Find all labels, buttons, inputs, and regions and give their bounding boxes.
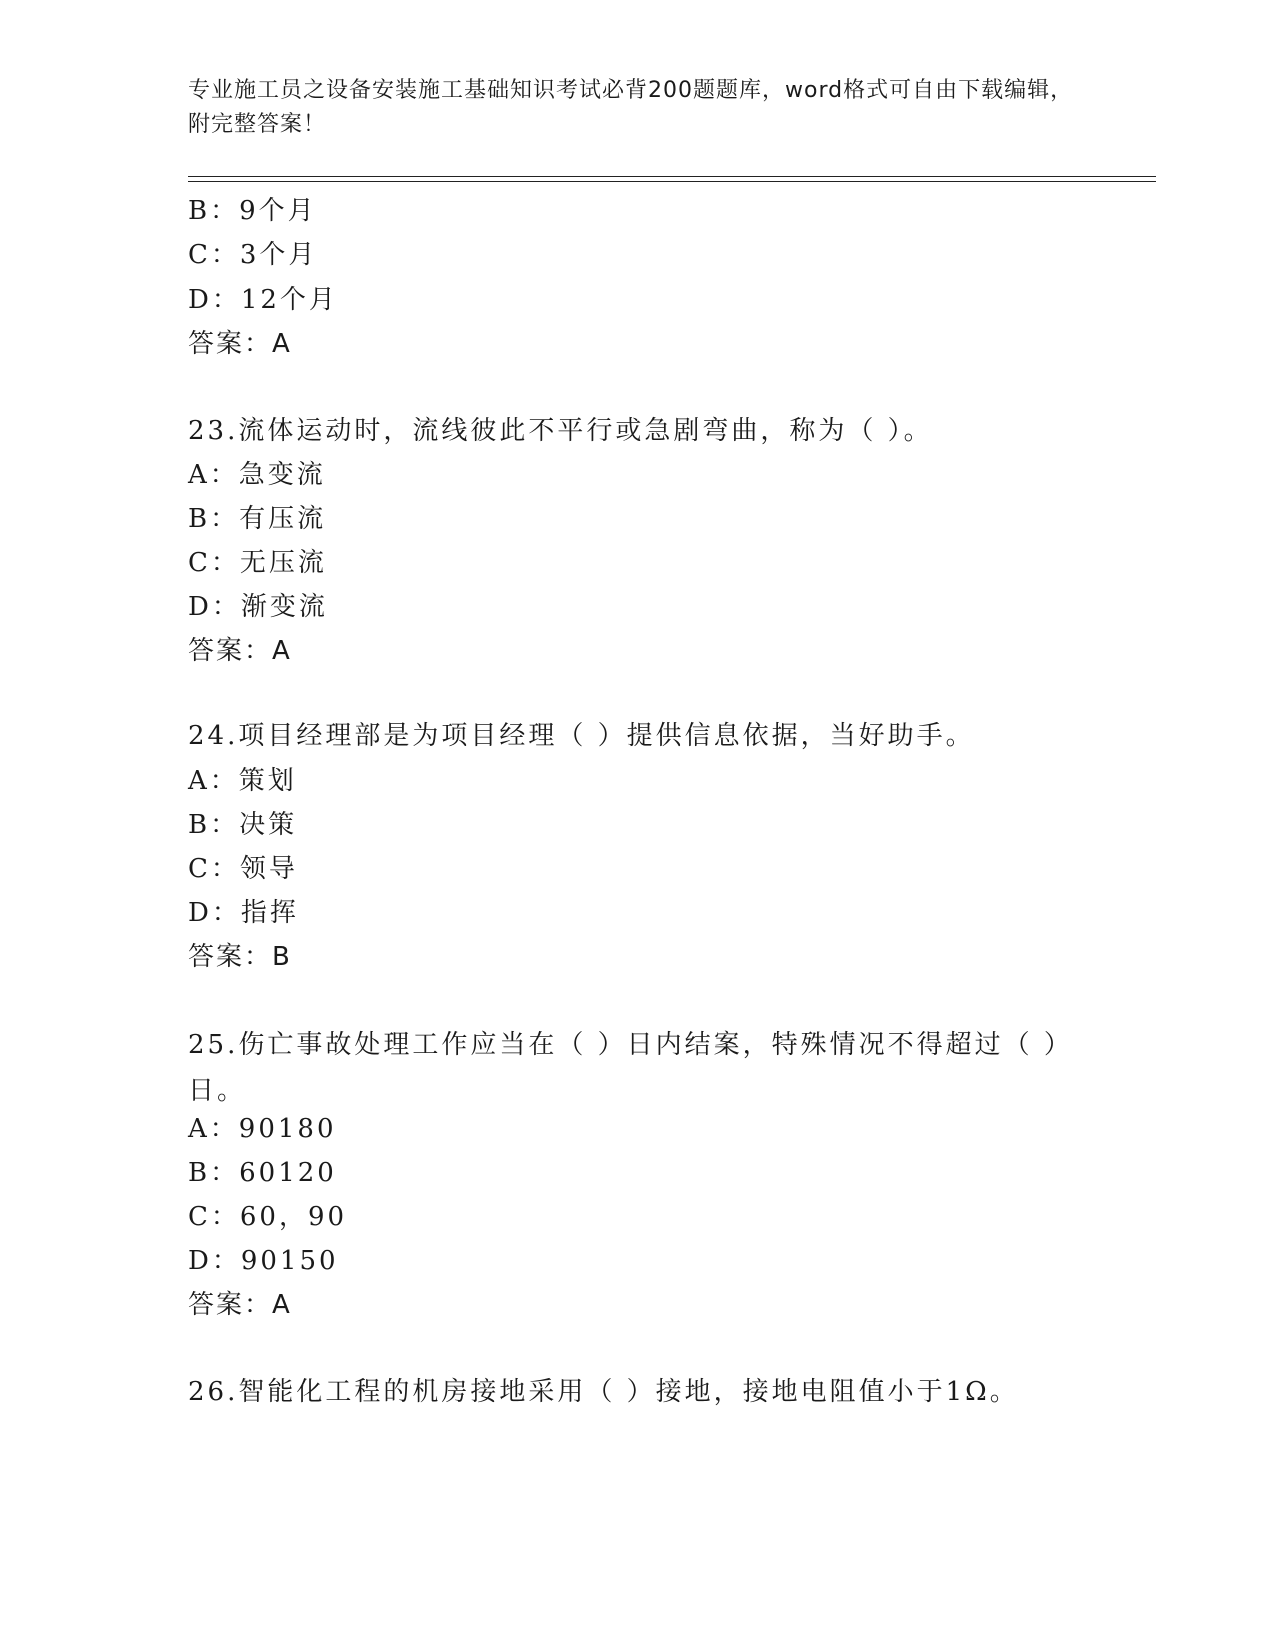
option-c: C：无压流 [188, 548, 327, 578]
question-stem: 25.伤亡事故处理工作应当在（ ）日内结案，特殊情况不得超过（ ）日。 [188, 1030, 1060, 1106]
option-c: C：3个月 [188, 240, 318, 270]
question-stem: 26.智能化工程的机房接地采用（ ）接地，接地电阻值小于1Ω。 [188, 1377, 1019, 1407]
header-rule-top [188, 176, 1156, 177]
answer: 答案：A [188, 1290, 292, 1320]
document-header: 专业施工员之设备安装施工基础知识考试必背200题题库，word格式可自由下载编辑，附完整答案！ [188, 78, 1074, 137]
option-d: D：90150 [188, 1246, 339, 1276]
option-b: B：决策 [188, 810, 298, 840]
option-a: A：急变流 [188, 460, 326, 490]
header-rule-bottom [188, 181, 1156, 182]
option-b: B：9个月 [188, 196, 317, 226]
option-d: D：渐变流 [188, 592, 328, 622]
option-b: B：60120 [188, 1158, 337, 1188]
option-c: C：领导 [188, 854, 298, 884]
option-c: C：60，90 [188, 1202, 348, 1232]
option-b: B：有压流 [188, 504, 327, 534]
answer: 答案：A [188, 636, 292, 666]
option-a: A：90180 [188, 1114, 337, 1144]
question-stem: 24.项目经理部是为项目经理（ ）提供信息依据，当好助手。 [188, 721, 975, 751]
option-d: D：12个月 [188, 285, 338, 315]
option-d: D：指挥 [188, 898, 299, 928]
question-stem: 23.流体运动时，流线彼此不平行或急剧弯曲，称为（ ）。 [188, 416, 933, 446]
answer: 答案：A [188, 329, 292, 359]
answer: 答案：B [188, 942, 292, 972]
option-a: A：策划 [188, 766, 297, 796]
